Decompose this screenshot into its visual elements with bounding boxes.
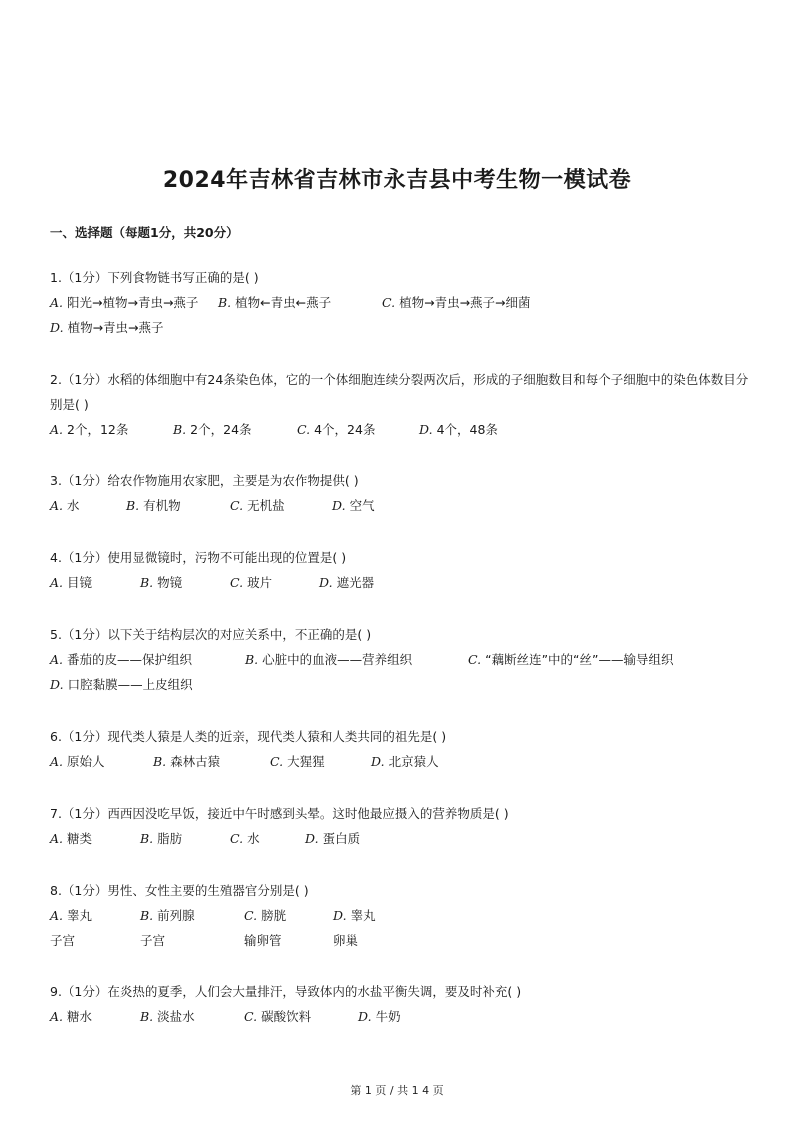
option-a[interactable]: A. 原始人 <box>50 754 105 769</box>
option-c[interactable]: C. 水 <box>230 831 260 846</box>
option-d[interactable]: D. 植物→青虫→燕子 <box>50 320 164 335</box>
question-stem: 6.（1分）现代类人猿是人类的近亲，现代类人猿和人类共同的祖先是( ) <box>50 729 447 744</box>
question-stem: 4.（1分）使用显微镜时，污物不可能出现的位置是( ) <box>50 550 347 565</box>
option-b[interactable]: B. 有机物 <box>126 498 181 513</box>
question-7 <box>50 801 750 851</box>
options <box>50 570 750 595</box>
option-c[interactable]: C. 大猩猩 <box>270 754 325 769</box>
option-a[interactable]: A. 糖类 <box>50 831 93 846</box>
option-c[interactable]: C. 4个，24条 <box>297 422 376 437</box>
option-b[interactable]: B. 淡盐水 <box>140 1009 195 1024</box>
options <box>50 290 750 315</box>
question-6 <box>50 724 750 774</box>
option-b[interactable]: B. 物镜 <box>140 575 183 590</box>
question-1 <box>50 265 750 340</box>
question-stem: 3.（1分）给农作物施用农家肥，主要是为农作物提供( ) <box>50 473 359 488</box>
option-d[interactable]: D. 4个，48条 <box>419 422 498 437</box>
question-8 <box>50 878 750 953</box>
options <box>50 493 750 518</box>
options <box>50 903 750 953</box>
option-c[interactable]: C. 植物→青虫→燕子→细菌 <box>382 295 531 310</box>
question-stem: 9.（1分）在炎热的夏季，人们会大量排汗，导致体内的水盐平衡失调，要及时补充( ) <box>50 984 522 999</box>
option-d[interactable]: D. 北京猿人 <box>371 754 439 769</box>
option-a[interactable]: A. 2个，12条 <box>50 422 129 437</box>
page-footer: 第 1 页 / 共 1 4 页 <box>350 1084 444 1097</box>
options <box>50 417 750 442</box>
exam-title: 2024年吉林省吉林市永吉县中考生物一模试卷 <box>162 168 632 193</box>
option-a[interactable]: A. 水 <box>50 498 80 513</box>
option-d[interactable]: D. 蛋白质 <box>305 831 361 846</box>
option-b[interactable]: B. 心脏中的血液——营养组织 <box>245 652 413 667</box>
option-c[interactable]: C. 无机盐 <box>230 498 285 513</box>
question-2 <box>50 367 750 442</box>
question-stem: 1.（1分）下列食物链书写正确的是( ) <box>50 270 259 285</box>
question-stem: 8.（1分）男性、女性主要的生殖器官分别是( ) <box>50 883 309 898</box>
option-d[interactable]: D. 睾丸 卵巢 <box>333 908 376 948</box>
option-d[interactable]: D. 口腔黏膜——上皮组织 <box>50 677 193 692</box>
option-b[interactable]: B. 前列腺 子宫 <box>140 908 195 948</box>
question-stem: 5.（1分）以下关于结构层次的对应关系中，不正确的是( ) <box>50 627 372 642</box>
question-4 <box>50 545 750 595</box>
question-9 <box>50 979 750 1029</box>
question-stem: 7.（1分）西西因没吃早饭，接近中午时感到头晕。这时他最应摄入的营养物质是( ) <box>50 806 509 821</box>
option-c[interactable]: C. 碳酸饮料 <box>244 1009 312 1024</box>
options-row-2 <box>50 315 750 340</box>
options-row-2 <box>50 672 750 697</box>
options <box>50 647 750 672</box>
option-a[interactable]: A. 糖水 <box>50 1009 93 1024</box>
question-stem: 2.（1分）水稻的体细胞中有24条染色体，它的一个体细胞连续分裂两次后，形成的子细胞数目和每个子细胞中的染色体数目分别是( ) <box>50 372 749 412</box>
option-b[interactable]: B. 森林古猿 <box>153 754 221 769</box>
options <box>50 826 750 851</box>
option-a[interactable]: A. 阳光→植物→青虫→燕子 <box>50 295 199 310</box>
option-b[interactable]: B. 脂肪 <box>140 831 183 846</box>
option-a[interactable]: A. 睾丸 子宫 <box>50 908 93 948</box>
question-3 <box>50 468 750 518</box>
question-5 <box>50 622 750 697</box>
option-c[interactable]: C. 玻片 <box>230 575 273 590</box>
option-a[interactable]: A. 目镜 <box>50 575 93 590</box>
option-d[interactable]: D. 遮光器 <box>319 575 375 590</box>
section-heading: 一、选择题（每题1分，共20分） <box>50 225 239 240</box>
option-c[interactable]: C. 膀胱 输卵管 <box>244 908 287 948</box>
option-d[interactable]: D. 空气 <box>332 498 375 513</box>
option-b[interactable]: B. 2个，24条 <box>173 422 252 437</box>
options <box>50 1004 750 1029</box>
option-b[interactable]: B. 植物←青虫←燕子 <box>218 295 332 310</box>
options <box>50 749 750 774</box>
option-a[interactable]: A. 番茄的皮——保护组织 <box>50 652 193 667</box>
option-c[interactable]: C. “藕断丝连”中的“丝”——输导组织 <box>468 652 674 667</box>
option-d[interactable]: D. 牛奶 <box>358 1009 401 1024</box>
